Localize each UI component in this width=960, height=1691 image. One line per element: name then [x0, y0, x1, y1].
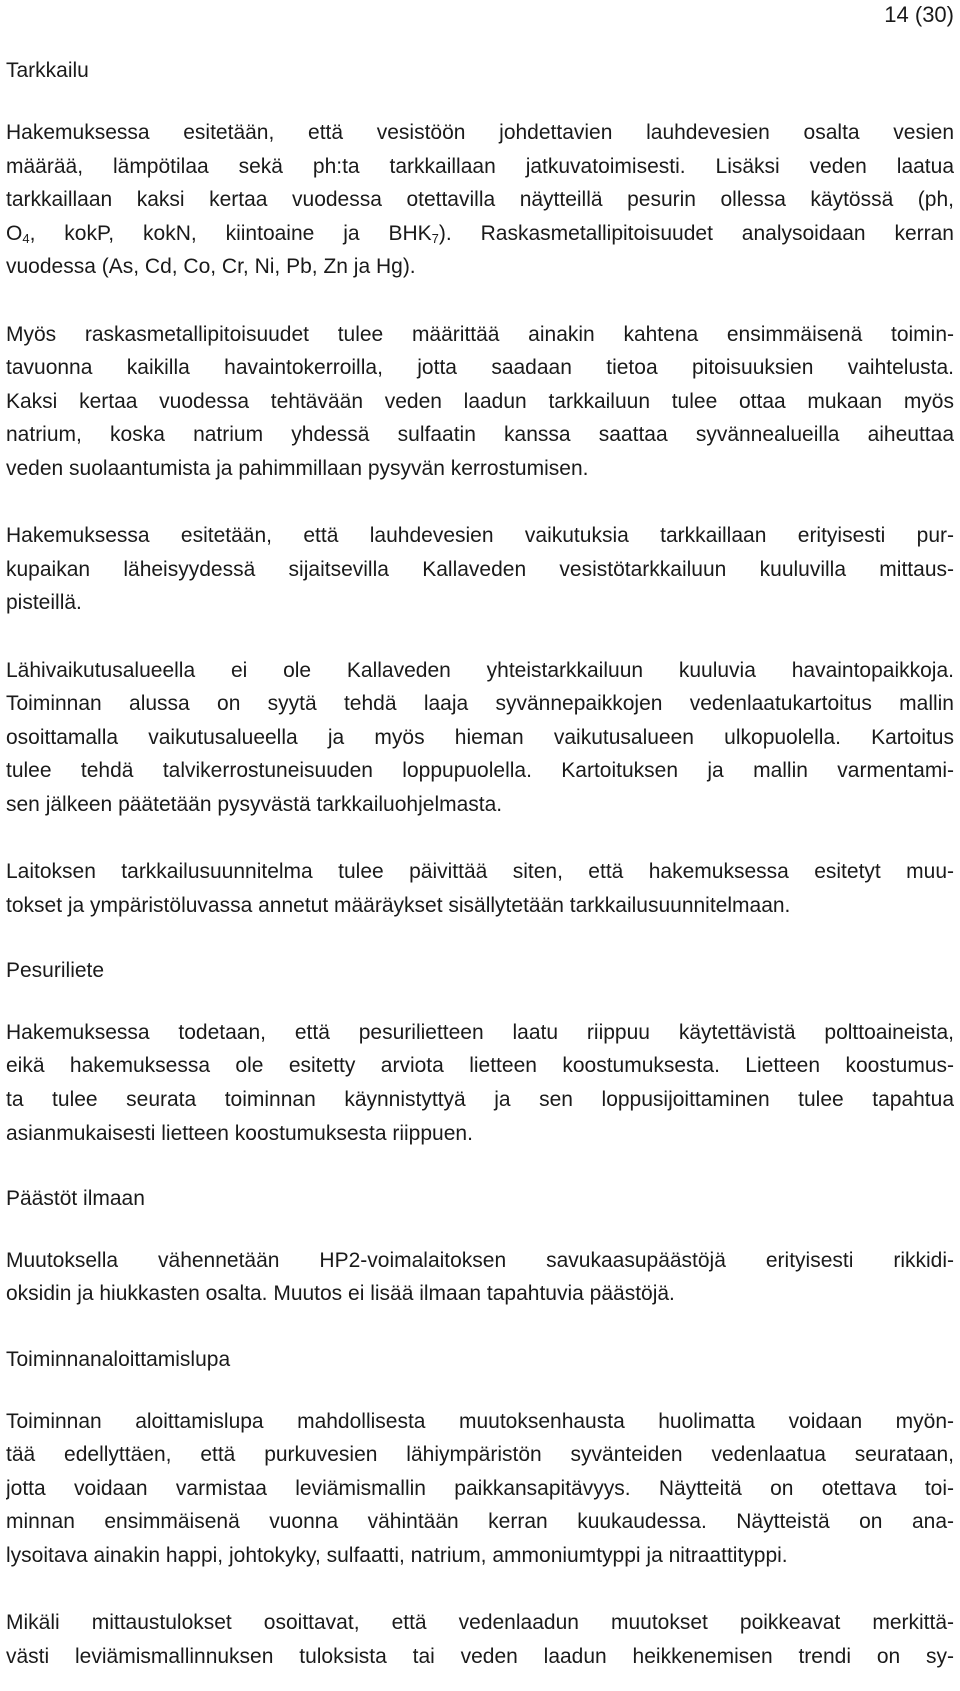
section-heading-pesuriliete: Pesuriliete — [6, 958, 105, 982]
text-line: oksidin ja hiukkasten osalta. Muutos ei lisää ilmaan tapahtuvia päästöjä. — [6, 1282, 675, 1306]
paragraph — [6, 318, 954, 486]
paragraph — [6, 855, 954, 922]
text-line: Hakemuksessa todetaan, että pesurilietteen laatu riippuu käytettävistä polttoaineista, — [6, 1020, 954, 1044]
text-line: jotta voidaan varmistaa leviämismallin paikkansapitävyys. Näytteitä on otettava toi- — [6, 1476, 954, 1500]
text-line: Mikäli mittaustulokset osoittavat, että vedenlaadun muutokset poikkeavat merkittä- — [6, 1611, 954, 1635]
text-line: Hakemuksessa esitetään, että vesistöön johdettavien lauhdevesien osalta vesien — [6, 121, 954, 144]
text-line: Toiminnan alussa on syytä tehdä laaja syvännepaikkojen vedenlaatukartoitus mallin — [6, 692, 954, 716]
text-line: tokset ja ympäristöluvassa annetut määräykset sisällytetään tarkkailusuunnitelmaan. — [6, 893, 791, 917]
paragraph — [6, 1016, 954, 1150]
text-line: veden suolaantumista ja pahimmillaan pysyvän kerrostumisen. — [6, 456, 589, 480]
text-line: pisteillä. — [6, 591, 82, 615]
text-line: tavuonna kaikilla havaintokerroilla, jotta saadaan tietoa pitoisuuksien vaihtelusta. — [6, 356, 954, 380]
text-line: natrium, koska natrium yhdessä sulfaatin kanssa saattaa syvännealueilla aiheuttaa — [6, 423, 954, 447]
document-body — [6, 56, 954, 1673]
text-line: tulee tehdä talvikerrostuneisuuden loppupuolella. Kartoituksen ja mallin varmentami- — [6, 759, 954, 783]
text-line: eikä hakemuksessa ole esitetty arviota lietteen koostumuksesta. Lietteen koostumus- — [6, 1054, 954, 1078]
text-line: Laitoksen tarkkailusuunnitelma tulee päivittää siten, että hakemuksessa esitetyt muu- — [6, 860, 954, 884]
text-line: Myös raskasmetallipitoisuudet tulee määrittää ainakin kahtena ensimmäisenä toimin- — [6, 322, 954, 346]
section-heading-tarkkailu: Tarkkailu — [6, 59, 89, 82]
paragraph — [6, 1244, 954, 1311]
text-line: tää edellyttäen, että purkuvesien lähiympäristön syvänteiden vedenlaatua seurataan, — [6, 1443, 954, 1467]
page-number: 14 (30) — [884, 2, 954, 27]
section-heading-toiminnanaloittamislupa: Toiminnanaloittamislupa — [6, 1347, 231, 1371]
text-line: vuodessa (As, Cd, Co, Cr, Ni, Pb, Zn ja Hg). — [6, 255, 416, 279]
text-line: minnan ensimmäisenä vuonna vähintään kerran kuukaudessa. Näytteistä on ana- — [6, 1510, 954, 1534]
text-line-with-subscripts — [6, 217, 954, 251]
paragraph — [6, 654, 954, 822]
text-line: lysoitava ainakin happi, johtokyky, sulfaatti, natrium, ammoniumtyppi ja nitraattityppi. — [6, 1543, 788, 1567]
text-line: tarkkaillaan kaksi kertaa vuodessa otettavilla näytteillä pesurin ollessa käytössä (ph, — [6, 188, 954, 212]
text-line: Kaksi kertaa vuodessa tehtävään veden laadun tarkkailuun tulee ottaa mukaan myös — [6, 389, 954, 413]
text-line: sen jälkeen päätetään pysyvästä tarkkailuohjelmasta. — [6, 792, 503, 816]
text-line: osoittamalla vaikutusalueella ja myös hieman vaikutusalueen ulkopuolella. Kartoitus — [6, 725, 954, 749]
subscript: 7 — [431, 230, 439, 246]
text-line: kupaikan läheisyydessä sijaitsevilla Kallaveden vesistötarkkailuun kuuluvilla mittaus- — [6, 557, 954, 581]
text-line: Lähivaikutusalueella ei ole Kallaveden yhteistarkkailuun kuuluvia havaintopaikkoja. — [6, 658, 954, 682]
text-line: määrää, lämpötilaa sekä ph:ta tarkkaillaan jatkuvatoimisesti. Lisäksi veden laatua — [6, 154, 954, 178]
text-line: västi leviämismallinnuksen tuloksista tai veden laadun heikkenemisen trendi on sy- — [6, 1644, 954, 1668]
paragraph — [6, 1606, 954, 1673]
text-line: ta tulee seurata toiminnan käynnistyttyä ja sen loppusijoittaminen tulee tapahtua — [6, 1088, 954, 1112]
paragraph — [6, 116, 954, 284]
text-line: Toiminnan aloittamislupa mahdollisesta muutoksenhausta huolimatta voidaan myön- — [6, 1409, 954, 1433]
paragraph — [6, 519, 954, 620]
text-fragment: ). Raskasmetallipitoisuudet analysoidaan kerran — [438, 221, 954, 245]
subscript: 4 — [22, 230, 30, 246]
text-line: asianmukaisesti lietteen koostumuksesta riippuen. — [6, 1121, 473, 1145]
paragraph — [6, 1405, 954, 1573]
text-fragment: , kokP, kokN, kiintoaine ja BHK — [29, 221, 432, 245]
text-line: Hakemuksessa esitetään, että lauhdevesien vaikutuksia tarkkaillaan erityisesti pur- — [6, 524, 954, 548]
text-line: Muutoksella vähennetään HP2-voimalaitoksen savukaasupäästöjä erityisesti rikkidi- — [6, 1248, 954, 1272]
text-fragment: O — [6, 221, 23, 245]
section-heading-paastot-ilmaan: Päästöt ilmaan — [6, 1186, 145, 1210]
